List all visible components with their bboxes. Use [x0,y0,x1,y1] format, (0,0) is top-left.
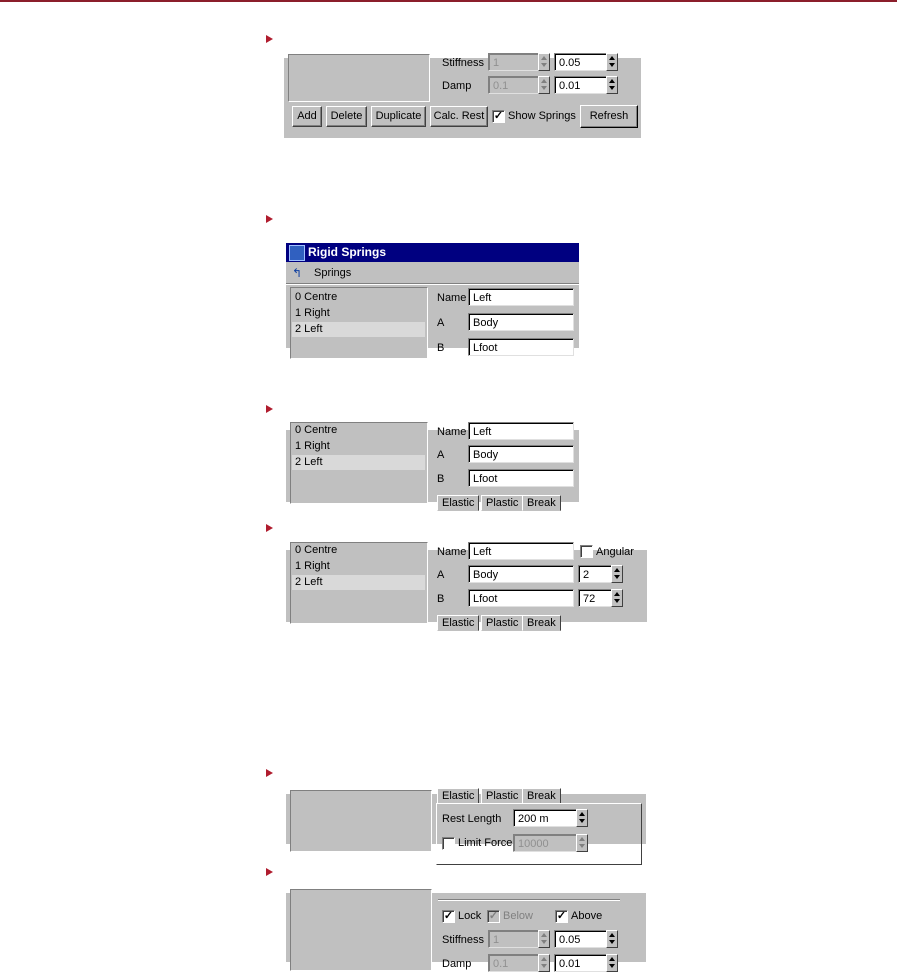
damp-field[interactable]: 0.01 [554,76,607,94]
list-item-selected[interactable]: 2 Left [292,455,425,470]
bullet-arrow-1 [266,35,273,43]
app-icon [289,245,305,261]
a-label: A [437,449,445,461]
b-field[interactable]: Lfoot [468,469,574,487]
damp-dim-spinner [538,954,550,972]
rest-length-spinner[interactable] [576,809,588,827]
limit-force-field: 10000 [513,834,577,852]
name-label: Name [437,546,467,558]
bullet-arrow-6 [266,868,273,876]
list-item[interactable]: 1 Right [295,307,330,319]
list-item[interactable]: 0 Centre [295,424,338,436]
screenshot-panel-4 [286,544,647,629]
a-field[interactable]: Body [468,313,574,331]
list-item-selected[interactable]: 2 Left [292,322,425,337]
limit-force-label: Limit Force [458,837,513,849]
springs-list [290,790,432,852]
b-number-spinner[interactable] [611,589,623,607]
bullet-arrow-3 [266,405,273,413]
stiffness-dim-spinner [538,53,550,71]
springs-menu-icon: ↰ [292,266,303,280]
window-title: Rigid Springs [308,245,386,259]
refresh-button[interactable]: Refresh [580,105,638,128]
screenshot-panel-2 [286,243,579,354]
duplicate-button[interactable]: Duplicate [371,106,426,127]
stiffness-spinner[interactable] [606,930,618,948]
list-item[interactable]: 1 Right [295,440,330,452]
b-field[interactable]: Lfoot [468,338,574,356]
limit-force-checkbox[interactable] [442,837,455,850]
springs-list [288,54,430,102]
name-field[interactable]: Left [468,422,574,440]
a-field[interactable]: Body [468,565,574,583]
above-checkbox[interactable]: ✓ [556,910,567,922]
stiffness-spinner[interactable] [606,53,618,71]
tab-plastic[interactable]: Plastic [481,615,523,631]
damp-label: Damp [442,958,472,970]
damp-spinner[interactable] [606,76,618,94]
limit-force-spinner [576,834,588,852]
stiffness-dim-spinner [538,930,550,948]
springs-list[interactable] [290,542,428,624]
damp-dim-field: 0.1 [488,954,540,972]
tab-break[interactable]: Break [522,495,561,511]
tab-plastic[interactable]: Plastic [481,788,523,804]
name-label: Name [437,292,467,304]
a-label: A [437,569,445,581]
list-item[interactable]: 0 Centre [295,544,338,556]
screenshot-panel-3 [286,424,579,509]
stiffness-dim-field: 1 [488,53,540,71]
name-label: Name [437,426,467,438]
rest-length-field[interactable]: 200 m [513,809,577,827]
page-top-rule [0,0,897,2]
tab-elastic[interactable]: Elastic [437,615,479,631]
tab-elastic[interactable]: Elastic [437,788,479,804]
a-number-spinner[interactable] [611,565,623,583]
name-field[interactable]: Left [468,288,574,306]
stiffness-field[interactable]: 0.05 [554,930,607,948]
springs-list [290,889,432,971]
rest-length-label: Rest Length [442,813,502,825]
show-springs-label: Show Springs [508,110,576,122]
tab-elastic[interactable]: Elastic [437,495,479,511]
below-label: Below [503,910,533,922]
damp-dim-spinner [538,76,550,94]
stiffness-field[interactable]: 0.05 [554,53,607,71]
screenshot-panel-5 [286,790,646,850]
list-item[interactable]: 1 Right [295,560,330,572]
damp-label: Damp [442,80,472,92]
tab-break[interactable]: Break [522,615,561,631]
a-label: A [437,317,445,329]
b-label: B [437,473,445,485]
stiffness-label: Stiffness [442,57,484,69]
bullet-arrow-5 [266,769,273,777]
menu-divider [286,283,579,285]
b-number-field[interactable]: 72 [578,589,612,607]
springs-list[interactable] [290,287,428,359]
delete-button[interactable]: Delete [326,106,367,127]
tab-break[interactable]: Break [522,788,561,804]
damp-field[interactable]: 0.01 [554,954,607,972]
damp-spinner[interactable] [606,954,618,972]
bullet-arrow-2 [266,215,273,223]
screenshot-panel-1 [284,58,641,138]
angular-checkbox[interactable] [580,545,593,558]
lock-checkbox[interactable]: ✓ [443,910,454,922]
b-field[interactable]: Lfoot [468,589,574,607]
springs-list[interactable] [290,422,428,504]
below-checkbox: ✓ [488,910,499,922]
calc-rest-button[interactable]: Calc. Rest [430,106,488,127]
group-divider [438,899,620,901]
show-springs-checkbox[interactable]: ✓ [493,110,504,122]
above-label: Above [571,910,603,922]
b-label: B [437,593,445,605]
a-field[interactable]: Body [468,445,574,463]
angular-label: Angular [596,546,634,558]
list-item[interactable]: 0 Centre [295,291,338,303]
a-number-field[interactable]: 2 [578,565,612,583]
bullet-arrow-4 [266,524,273,532]
b-label: B [437,342,445,354]
stiffness-dim-field: 1 [488,930,540,948]
tab-plastic[interactable]: Plastic [481,495,523,511]
springs-menu-label[interactable]: Springs [314,267,352,279]
list-item-selected[interactable]: 2 Left [292,575,425,590]
add-button[interactable]: Add [292,106,322,127]
stiffness-label: Stiffness [442,934,484,946]
damp-dim-field: 0.1 [488,76,540,94]
name-field[interactable]: Left [468,542,574,560]
lock-label: Lock [458,910,482,922]
window-title-bar [286,243,579,262]
screenshot-panel-6 [286,893,646,970]
